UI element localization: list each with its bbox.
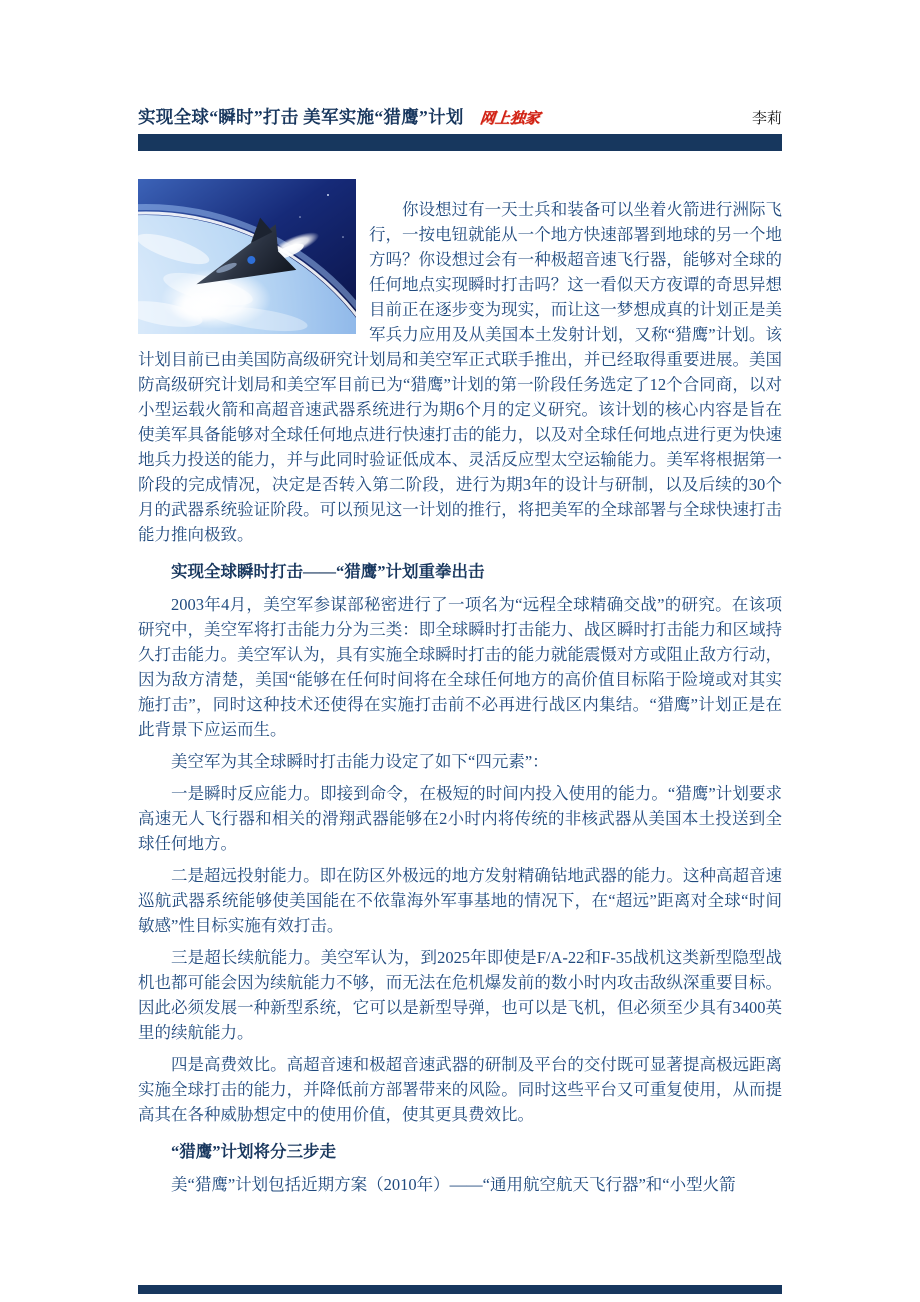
article-body <box>138 177 782 1197</box>
footer-divider-bar <box>138 1285 782 1294</box>
section-2-paragraph: 美“猎鹰”计划包括近期方案（2010年）——“通用航空航天飞行器”和“小型火箭 <box>171 1175 736 1194</box>
section-1-paragraph: 一是瞬时反应能力。即接到命令，在极短的时间内投入使用的能力。“猎鹰”计划要求高速无人飞行器和相关的滑翔武器能够在2小时内将传统的非核武器从美国本土投送到全球任何地方。 <box>138 784 782 853</box>
section-1-paragraph: 美空军为其全球瞬时打击能力设定了如下“四元素”： <box>171 752 549 771</box>
section-2-heading: “猎鹰”计划将分三步走 <box>171 1142 336 1161</box>
hero-image <box>138 179 356 334</box>
page-header <box>138 0 782 129</box>
section-1-paragraph: 二是超远投射能力。即在防区外极远的地方发射精确钻地武器的能力。这种高超音速巡航武器系统能够使美国能在不依靠海外军事基地的情况下，在“超远”距离对全球“时间敏感”性目标实施有效打击。 <box>138 866 782 935</box>
hypersonic-aircraft-illustration <box>138 179 356 334</box>
section-1-paragraph: 四是高费效比。高超音速和极超音速武器的研制及平台的交付既可显著提高极远距离实施全球打击的能力，并降低前方部署带来的风险。同时这些平台又可重复使用，从而提高其在各种威胁想定中的使用价值，使其更具费效比。 <box>138 1055 782 1124</box>
author-name: 李莉 <box>751 111 782 127</box>
intro-paragraph: 你设想过有一天士兵和装备可以坐着火箭进行洲际飞行，一按电钮就能从一个地方快速部署到地球的另一个地方吗？你设想过会有一种极超音速飞行器，能够对全球的任何地点实现瞬时打击吗？这一看似天方夜谭的奇思异想目前正在逐步变为现实，而让这一梦想成真的计划正是美军兵力应用及从美国本土发射计划，又称“猎鹰”计划。该计划目前已由美国防高级研究计划局和美空军正式联手推出，并已经取得重要进展。美国防高级研究计划局和美空军目前已为“猎鹰”计划的第一阶段任务选定了12个合同商，以对小型运载火箭和高超音速武器系统进行为期6个月的定义研究。该计划的核心内容是旨在使美军具备能够对全球任何地点进行快速打击的能力，以及对全球任何地点进行更为快速地兵力投送的能力，并与此同时验证低成本、灵活反应型太空运输能力。美军将根据第一阶段的完成情况，决定是否转入第二阶段，进行为期3年的设计与研制，以及后续的30个月的武器系统验证阶段。可以预见这一计划的推行，将把美军的全球部署与全球快速打击能力推向极致。 <box>138 200 782 544</box>
article-title: 实现全球“瞬时”打击 美军实施“猎鹰”计划 <box>138 107 464 127</box>
section-1-paragraph: 2003年4月，美空军参谋部秘密进行了一项名为“远程全球精确交战”的研究。在该项研究中，美空军将打击能力分为三类：即全球瞬时打击能力、战区瞬时打击能力和区域持久打击能力。美空军认为，具有实施全球瞬时打击的能力就能震慑对方或阻止敌方行动，因为敌方清楚，美国“能够在任何时间将在全球任何地方的高价值目标陷于险境或对其实施打击”，同时这种技术还使得在实施打击前不必再进行战区内集结。“猎鹰”计划正是在此背景下应运而生。 <box>138 595 782 739</box>
content-column <box>138 0 782 1204</box>
section-1-paragraph: 三是超长续航能力。美空军认为，到2025年即使是F/A-22和F-35战机这类新型隐型战机也都可能会因为续航能力不够，而无法在危机爆发前的数小时内攻击敌纵深重要目标。因此必须发展一种新型系统，它可以是新型导弹，也可以是飞机，但必须至少具有3400英里的续航能力。 <box>138 948 782 1042</box>
exclusive-stamp: 网上独家 <box>478 111 541 127</box>
section-1-heading: 实现全球瞬时打击——“猎鹰”计划重拳出击 <box>171 562 485 581</box>
header-divider-bar <box>138 134 782 151</box>
